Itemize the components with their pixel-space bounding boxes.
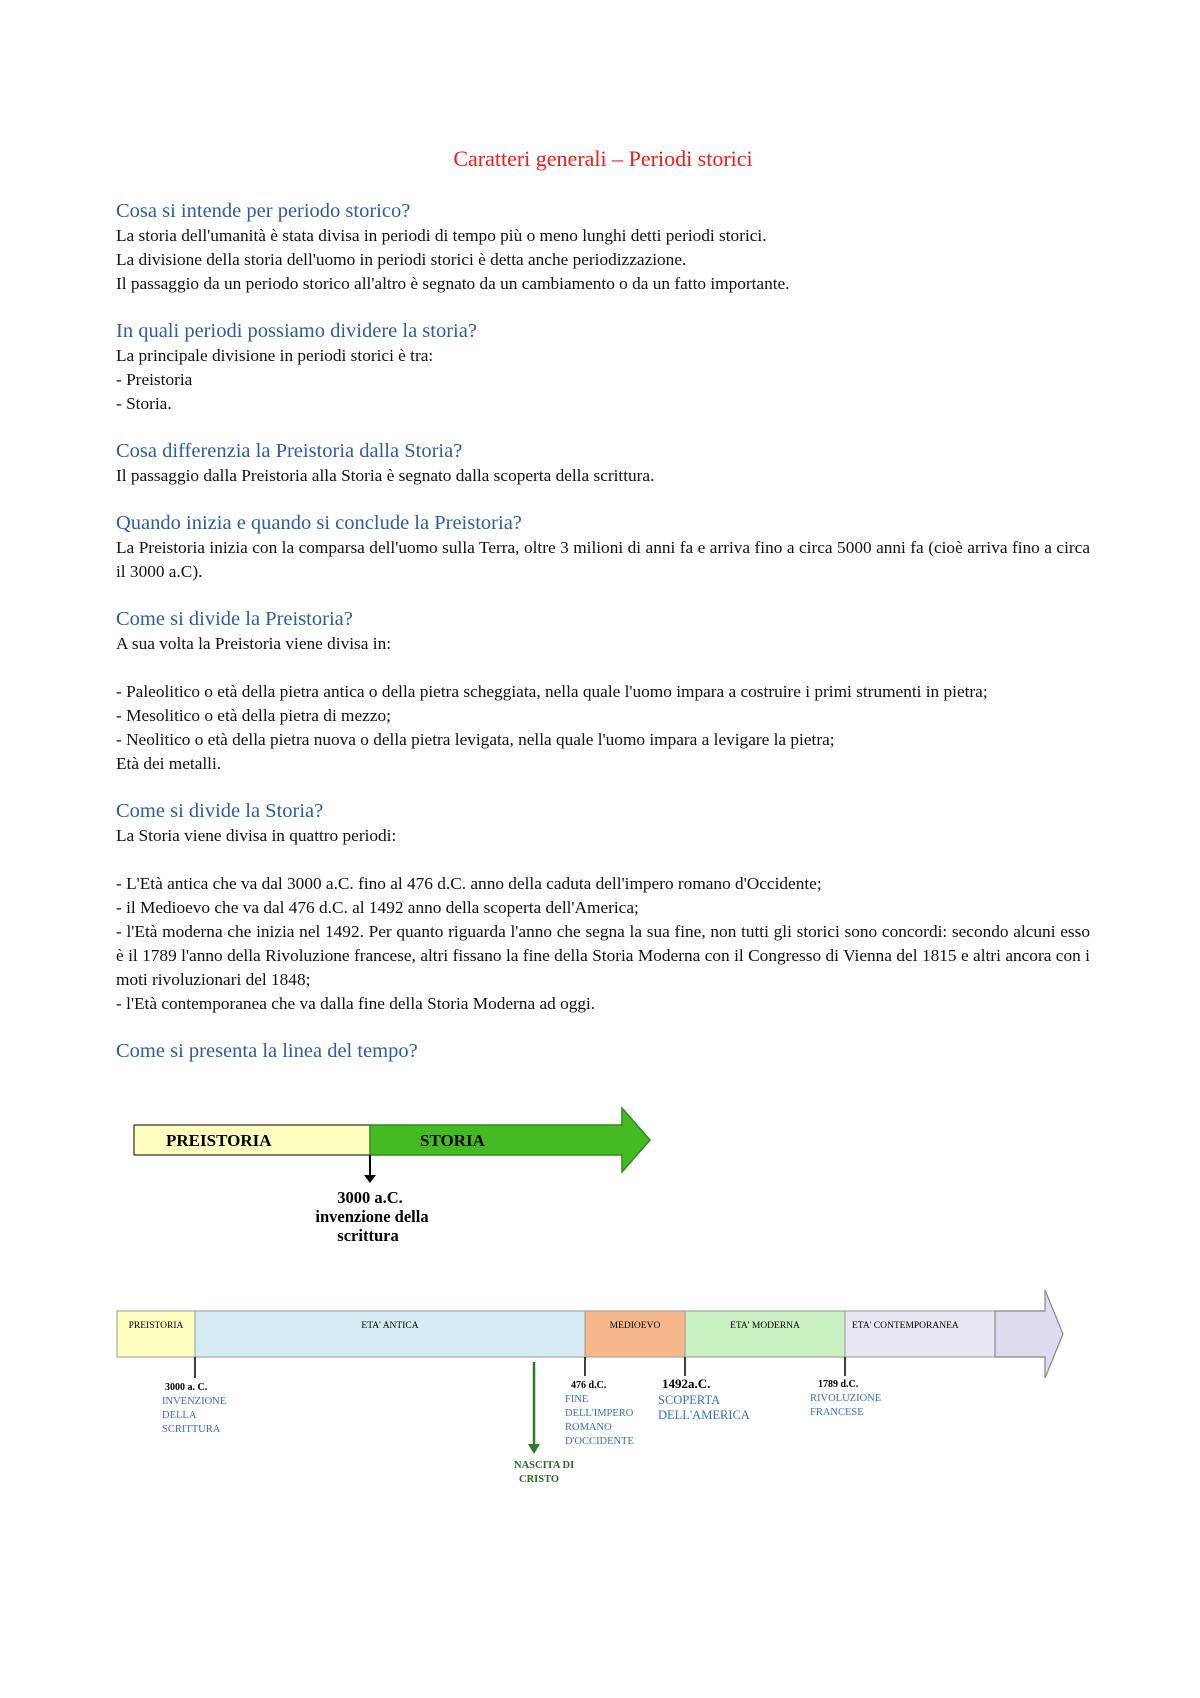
marker-desc-2: scrittura — [337, 1226, 399, 1245]
marker-arrowhead — [364, 1175, 376, 1183]
storia-label: STORIA — [420, 1131, 485, 1150]
period-medioevo — [585, 1311, 685, 1357]
paragraph-line: Il passaggio dalla Preistoria alla Storia è segnato dalla scoperta della scrittura. — [116, 466, 655, 485]
paragraph-line: La Storia viene divisa in quattro periodi: — [116, 826, 397, 845]
event-1789-2: FRANCESE — [810, 1407, 864, 1418]
event-1789-1: RIVOLUZIONE — [810, 1393, 882, 1404]
paragraph-line: La Preistoria inizia con la comparsa dell'uomo sulla Terra, oltre 3 milioni di anni fa e arriva fino a circa 5000 anni fa (cioè arriva fino a circa il 3000 a.C). — [116, 538, 1090, 581]
page-title: Caratteri generali – Periodi storici — [453, 146, 753, 171]
paragraph-line: - Storia. — [116, 394, 172, 413]
paragraph-line: - il Medioevo che va dal 476 d.C. al 1492 anno della scoperta dell'America; — [116, 898, 639, 917]
event-3000-2: DELLA — [162, 1410, 197, 1421]
period-preistoria — [117, 1311, 195, 1357]
event-476-2: DELL'IMPERO — [565, 1408, 634, 1419]
timeline-simple — [134, 1108, 650, 1245]
christ-label-2: CRISTO — [519, 1474, 560, 1485]
section-question: Come si divide la Storia? — [116, 800, 324, 822]
date-1492: 1492a.C. — [662, 1376, 711, 1391]
paragraph-line: A sua volta la Preistoria viene divisa in: — [116, 634, 392, 653]
event-476-1: FINE — [565, 1394, 589, 1405]
paragraph-line: - Paleolitico o età della pietra antica o della pietra scheggiata, nella quale l'uomo impara a costruire i primi strumenti in pietra; — [116, 682, 988, 701]
paragraph-line: - L'Età antica che va dal 3000 a.C. fino al 476 d.C. anno della caduta dell'impero romano d'Occidente; — [116, 874, 822, 893]
storia-arrow — [370, 1108, 650, 1172]
period-label-antica: ETA' ANTICA — [361, 1321, 419, 1331]
period-antica — [195, 1311, 585, 1357]
paragraph-line: - Neolitico o età della pietra nuova o della pietra levigata, nella quale l'uomo impara a levigare la pietra; — [116, 730, 835, 749]
event-3000-1: INVENZIONE — [162, 1396, 227, 1407]
period-label-medioevo: MEDIOEVO — [609, 1321, 661, 1331]
section-question: In quali periodi possiamo dividere la storia? — [116, 320, 477, 342]
date-1789: 1789 d.C. — [818, 1379, 859, 1390]
paragraph-line: - Preistoria — [116, 370, 193, 389]
preistoria-label: PREISTORIA — [166, 1131, 272, 1150]
section-question: Cosa differenzia la Preistoria dalla Storia? — [116, 440, 463, 462]
paragraph-line: La storia dell'umanità è stata divisa in periodi di tempo più o meno lunghi detti periodi storici. — [116, 226, 767, 245]
marker-desc-1: invenzione della — [315, 1207, 429, 1226]
paragraph-line: La principale divisione in periodi storici è tra: — [116, 346, 434, 365]
period-contemporanea — [845, 1311, 995, 1357]
paragraph-line: La divisione della storia dell'uomo in periodi storici è detta anche periodizzazione. — [116, 250, 687, 269]
paragraph-line: - l'Età contemporanea che va dalla fine della Storia Moderna ad oggi. — [116, 994, 596, 1013]
marker-date: 3000 a.C. — [337, 1188, 403, 1207]
event-3000-3: SCRITTURA — [162, 1424, 221, 1435]
section-question: Come si presenta la linea del tempo? — [116, 1040, 418, 1062]
section-question: Quando inizia e quando si conclude la Preistoria? — [116, 512, 522, 534]
christ-arrowhead — [528, 1444, 540, 1454]
date-476: 476 d.C. — [571, 1380, 607, 1391]
paragraph-line: Il passaggio da un periodo storico all'altro è segnato da un cambiamento o da un fatto importante. — [116, 274, 790, 293]
period-moderna — [685, 1311, 845, 1357]
paragraph-line: Età dei metalli. — [116, 754, 222, 773]
event-476-4: D'OCCIDENTE — [565, 1436, 634, 1447]
period-label-preistoria: PREISTORIA — [128, 1321, 184, 1331]
event-1492-2: DELL'AMERICA — [658, 1408, 750, 1422]
date-3000: 3000 a. C. — [165, 1382, 208, 1393]
timeline-detailed — [117, 1290, 1063, 1485]
event-1492-1: SCOPERTA — [658, 1393, 721, 1407]
paragraph-line: - l'Età moderna che inizia nel 1492. Per quanto riguarda l'anno che segna la sua fine, non tutti gli storici sono concordi: secondo alcuni esso è il 1789 l'anno della Rivoluzione francese, altri fissano la fine della Storia Moderna con il Congresso di Vienna del 1815 e altri ancora con i moti rivoluzionari del 1848; — [116, 922, 1090, 989]
period-label-contemporanea: ETA' CONTEMPORANEA — [852, 1321, 959, 1331]
timeline-arrowhead — [995, 1290, 1063, 1378]
paragraph-line: - Mesolitico o età della pietra di mezzo; — [116, 706, 391, 725]
christ-label-1: NASCITA DI — [514, 1460, 575, 1471]
event-476-3: ROMANO — [565, 1422, 612, 1433]
section-question: Cosa si intende per periodo storico? — [116, 200, 411, 222]
period-label-moderna: ETA' MODERNA — [730, 1321, 800, 1331]
section-question: Come si divide la Preistoria? — [116, 608, 353, 630]
